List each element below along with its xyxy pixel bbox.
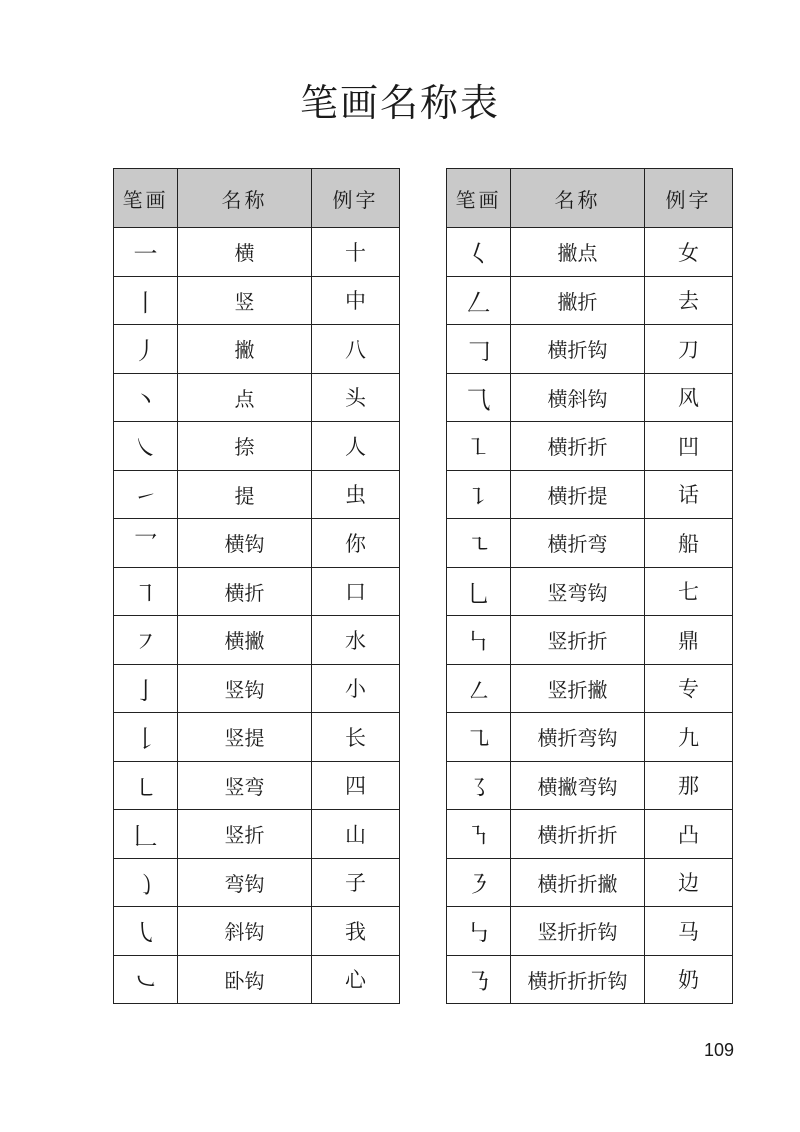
example-char-cell: 山 [312,810,400,859]
name-cell: 撇折 [511,276,645,325]
name-cell: 横折折折 [511,810,645,859]
example-char-cell: 你 [312,519,400,568]
stroke-cell: ㇞ [447,616,511,665]
header-name: 名称 [511,169,645,228]
table-header-row [114,169,400,228]
name-cell: 横 [178,228,312,277]
example-char-cell: 风 [645,373,733,422]
table-row [447,228,733,277]
example-char-cell: 长 [312,713,400,762]
table-row [114,858,400,907]
table-row [114,761,400,810]
name-cell: 竖折 [178,810,312,859]
table-row [114,519,400,568]
example-char-cell: 十 [312,228,400,277]
example-char-cell: 口 [312,567,400,616]
table-row [447,470,733,519]
stroke-cell: ㇎ [447,810,511,859]
example-char-cell: 凸 [645,810,733,859]
table-row [447,373,733,422]
table-row [447,519,733,568]
name-cell: 横折弯钩 [511,713,645,762]
stroke-cell: ㇅ [447,422,511,471]
stroke-table-right [446,168,733,1004]
name-cell: 竖弯钩 [511,567,645,616]
example-char-cell: 我 [312,907,400,956]
name-cell: 竖折折 [511,616,645,665]
name-cell: 竖 [178,276,312,325]
header-example: 例字 [645,169,733,228]
table-header-row [447,169,733,228]
name-cell: 弯钩 [178,858,312,907]
name-cell: 竖弯 [178,761,312,810]
table-row [447,907,733,956]
table-row [114,567,400,616]
name-cell: 横折折撇 [511,858,645,907]
name-cell: 捺 [178,422,312,471]
table-row [114,325,400,374]
stroke-cell: ㇡ [447,955,511,1004]
table-row [114,228,400,277]
example-char-cell: 船 [645,519,733,568]
stroke-cell: ㇍ [447,519,511,568]
stroke-cell: ㇜ [447,664,511,713]
table-row [447,858,733,907]
name-cell: 竖提 [178,713,312,762]
stroke-cell: ㇈ [447,713,511,762]
stroke-table-left [113,168,400,1004]
name-cell: 撇点 [511,228,645,277]
stroke-cell: ㇏ [114,422,178,471]
example-char-cell: 话 [645,470,733,519]
table-row [114,276,400,325]
example-char-cell: 子 [312,858,400,907]
table-row [447,325,733,374]
stroke-cell: ㇀ [114,470,178,519]
example-char-cell: 鼎 [645,616,733,665]
example-char-cell: 水 [312,616,400,665]
stroke-cell: ⺄ [447,373,511,422]
example-char-cell: 刀 [645,325,733,374]
table-row [447,955,733,1004]
table-row [114,470,400,519]
stroke-cell: 丶 [114,373,178,422]
name-cell: 竖钩 [178,664,312,713]
example-char-cell: 八 [312,325,400,374]
table-row [114,616,400,665]
name-cell: 撇 [178,325,312,374]
stroke-cell: ㇁ [114,858,178,907]
table-row [114,422,400,471]
table-row [447,616,733,665]
page-number: 109 [704,1040,735,1060]
example-char-cell: 心 [312,955,400,1004]
table-row [447,664,733,713]
example-char-cell: 凹 [645,422,733,471]
example-char-cell: 虫 [312,470,400,519]
name-cell: 点 [178,373,312,422]
name-cell: 横撇弯钩 [511,761,645,810]
name-cell: 竖折撇 [511,664,645,713]
name-cell: 竖折折钩 [511,907,645,956]
table-row [447,810,733,859]
example-char-cell: 四 [312,761,400,810]
table-row [447,567,733,616]
stroke-cell: 𠃊 [114,810,178,859]
example-char-cell: 头 [312,373,400,422]
header-stroke: 笔画 [447,169,511,228]
stroke-cell: ㇇ [114,616,178,665]
table-row [114,713,400,762]
stroke-cell: ㇃ [114,955,178,1004]
name-cell: 横折钩 [511,325,645,374]
header-example: 例字 [312,169,400,228]
stroke-cell: ㇌ [447,761,511,810]
table-row [447,761,733,810]
stroke-cell: 丿 [114,325,178,374]
table-row [114,955,400,1004]
stroke-cell: 𠄌 [114,713,178,762]
table-row [447,276,733,325]
example-char-cell: 边 [645,858,733,907]
name-cell: 横斜钩 [511,373,645,422]
name-cell: 卧钩 [178,955,312,1004]
name-cell: 横折提 [511,470,645,519]
table-row [114,810,400,859]
page-title: 笔画名称表 [299,81,500,125]
example-char-cell: 去 [645,276,733,325]
example-char-cell: 七 [645,567,733,616]
stroke-cell: ㇕ [114,567,178,616]
example-char-cell: 那 [645,761,733,810]
stroke-cell: 𠃌 [447,325,511,374]
name-cell: 斜钩 [178,907,312,956]
table-row [447,422,733,471]
header-stroke: 笔画 [114,169,178,228]
stroke-cell: ㇄ [114,761,178,810]
stroke-cell: 𡿨 [447,228,511,277]
example-char-cell: 马 [645,907,733,956]
name-cell: 横折弯 [511,519,645,568]
table-row [114,664,400,713]
stroke-cell: ㇉ [447,907,511,956]
name-cell: 横撇 [178,616,312,665]
table-row [114,907,400,956]
stroke-cell: ㇂ [114,907,178,956]
example-char-cell: 奶 [645,955,733,1004]
table-row [447,713,733,762]
table-row [114,373,400,422]
name-cell: 提 [178,470,312,519]
header-name: 名称 [178,169,312,228]
example-char-cell: 人 [312,422,400,471]
stroke-cell: 乚 [447,567,511,616]
stroke-cell: 一 [114,228,178,277]
stroke-cell: 乛 [114,519,178,568]
stroke-cell: 亅 [114,664,178,713]
stroke-cell: 𠃋 [447,276,511,325]
stroke-cell: ㇊ [447,470,511,519]
example-char-cell: 小 [312,664,400,713]
name-cell: 横折 [178,567,312,616]
stroke-cell: 丨 [114,276,178,325]
example-char-cell: 专 [645,664,733,713]
name-cell: 横折折折钩 [511,955,645,1004]
stroke-cell: ㇋ [447,858,511,907]
example-char-cell: 九 [645,713,733,762]
name-cell: 横折折 [511,422,645,471]
name-cell: 横钩 [178,519,312,568]
example-char-cell: 女 [645,228,733,277]
example-char-cell: 中 [312,276,400,325]
